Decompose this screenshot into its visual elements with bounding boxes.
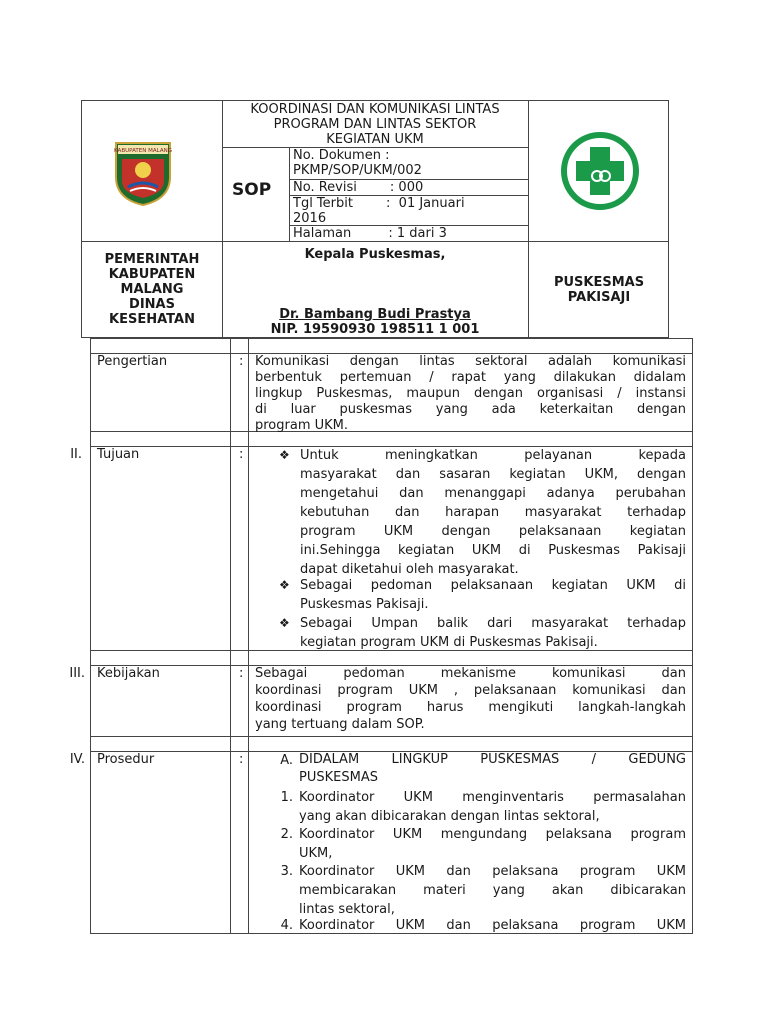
bullet-diamond-icon: ❖	[279, 448, 290, 462]
sop-header-table	[81, 100, 669, 338]
page-count: Halaman : 1 dari 3	[293, 226, 447, 241]
prosedur-a-marker: A.	[280, 753, 293, 768]
right-organization: PUSKESMAS PAKISAJI	[553, 275, 645, 305]
kabupaten-malang-logo	[112, 137, 174, 207]
issue-date: Tgl Terbit : 01 Januari	[293, 196, 465, 211]
signatory-nip: NIP. 19590930 198511 1 001	[270, 322, 480, 337]
prosedur-label: Prosedur	[97, 752, 155, 767]
sop-title: KOORDINASI DAN KOMUNIKASI LINTAS PROGRAM DAN LINTAS SEKTOR KEGIATAN UKM	[250, 102, 500, 147]
issue-year: 2016	[293, 211, 327, 226]
prosedur-a-heading: DIDALAM LINGKUP PUSKESMAS / GEDUNG PUSKESMAS	[299, 752, 686, 785]
tujuan-colon: :	[239, 447, 244, 462]
bullet-diamond-icon: ❖	[279, 616, 290, 630]
sop-label: SOP	[232, 180, 272, 200]
prosedur-item-number: 4.	[280, 918, 293, 933]
tujuan-point-1: Untuk meningkatkan pelayanan kepada masyarakat dan sasaran kegiatan UKM, dengan mengetahui dan menanggapi adanya perubahan kebutuhan dan harapan masyarakat terhadap program UKM dengan pelaksanaan kegiatan ini.Sehingga kegiatan UKM di Puskesmas Pakisaji dapat diketahui oleh masyarakat.	[300, 448, 686, 577]
kebijakan-text: Sebagai pedoman mekanisme komunikasi dan koordinasi program UKM , pelaksanaan komunikasi dan koordinasi program harus mengikuti langkah-langkah yang tertuang dalam SOP.	[255, 666, 686, 732]
prosedur-item: Koordinator UKM menginventaris permasalahan yang akan dibicarakan dengan lintas sektoral,	[299, 790, 686, 824]
doc-number-label: No. Dokumen :	[293, 148, 390, 163]
tujuan-point-3: Sebagai Umpan balik dari masyarakat terhadap kegiatan program UKM di Puskesmas Pakisaji.	[300, 616, 686, 650]
left-organization: PEMERINTAH KABUPATEN MALANG DINAS KESEHATAN	[104, 252, 200, 327]
pengertian-label: Pengertian	[97, 354, 168, 369]
tujuan-number: II.	[70, 447, 82, 462]
doc-number-value: PKMP/SOP/UKM/002	[293, 163, 422, 178]
kebijakan-colon: :	[239, 666, 244, 681]
pengertian-text: Komunikasi dengan lintas sektoral adalah komunikasi berbentuk pertemuan / rapat yang dilakukan didalam lingkup Puskesmas, maupun dengan organisasi / instansi di luar puskesmas yang ada keterkaitan dengan program UKM.	[255, 354, 686, 433]
puskesmas-logo	[560, 131, 640, 211]
bullet-diamond-icon: ❖	[279, 578, 290, 592]
signatory-name: Dr. Bambang Budi Prastya	[279, 307, 471, 322]
prosedur-item-number: 3.	[280, 864, 293, 879]
prosedur-item-number: 1.	[280, 790, 293, 805]
tujuan-label: Tujuan	[97, 447, 140, 462]
prosedur-item: Koordinator UKM mengundang pelaksana program UKM,	[299, 827, 686, 861]
revision-number: No. Revisi : 000	[293, 180, 424, 195]
head-title: Kepala Puskesmas,	[304, 247, 446, 262]
prosedur-item: Koordinator UKM dan pelaksana program UKM	[299, 918, 686, 933]
kebijakan-number: III.	[69, 666, 85, 681]
logo-left-text: KABUPATEN MALANG	[114, 148, 172, 154]
prosedur-number: IV.	[69, 752, 85, 767]
prosedur-item: Koordinator UKM dan pelaksana program UKM membicarakan materi yang akan dibicarakan lintas sektoral,	[299, 864, 686, 917]
kebijakan-label: Kebijakan	[97, 666, 160, 681]
prosedur-colon: :	[239, 752, 244, 767]
tujuan-point-2: Sebagai pedoman pelaksanaan kegiatan UKM di Puskesmas Pakisaji.	[300, 578, 686, 612]
pengertian-colon: :	[239, 354, 244, 369]
prosedur-item-number: 2.	[280, 827, 293, 842]
